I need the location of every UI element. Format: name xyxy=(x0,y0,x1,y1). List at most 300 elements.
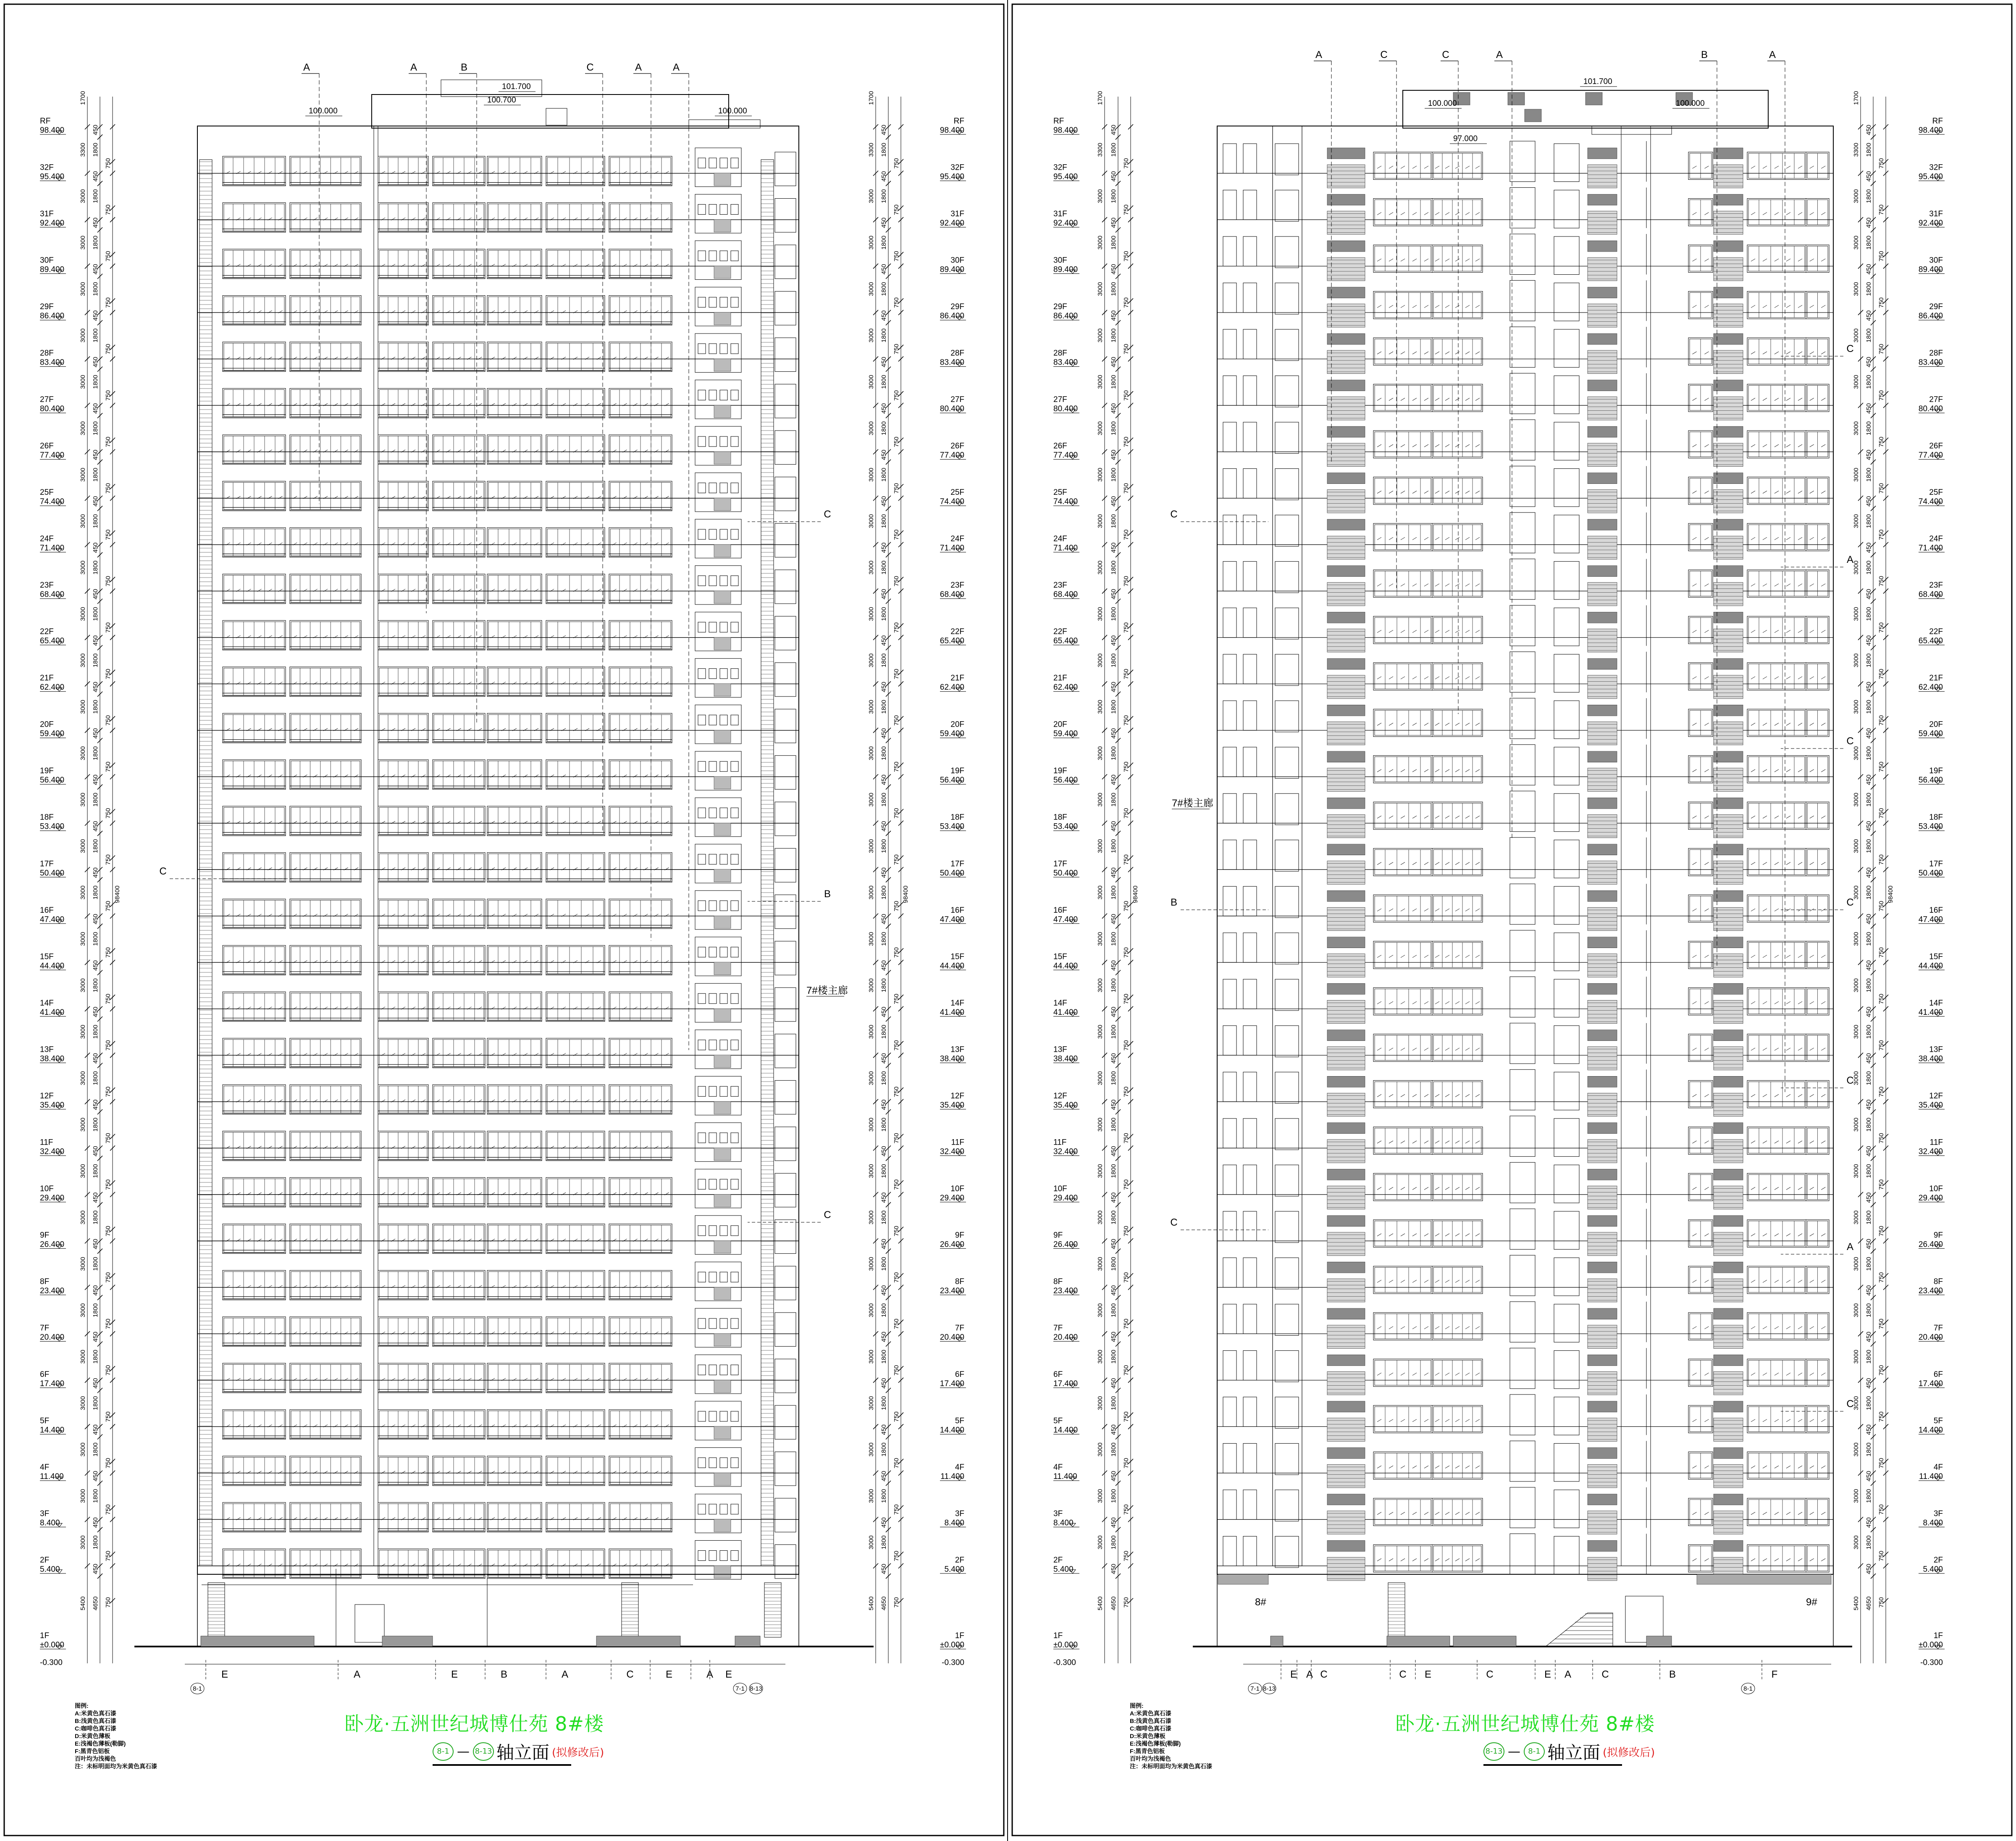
level-name: 32F xyxy=(950,163,964,172)
dimension-value: 3000 xyxy=(868,1071,875,1085)
window-frame xyxy=(290,667,361,697)
window-sash xyxy=(547,297,604,324)
window-frame xyxy=(378,1038,428,1068)
dimension-value: 750 xyxy=(105,901,112,911)
window-sash xyxy=(379,343,427,370)
roof-vent xyxy=(546,108,567,125)
dimension-value: 1800 xyxy=(880,1489,887,1503)
window-sash xyxy=(291,1504,360,1531)
window-frame xyxy=(433,1502,485,1532)
window-sash xyxy=(488,1040,541,1067)
window-sash xyxy=(379,1086,427,1113)
stair-vent xyxy=(714,544,731,557)
window-sash xyxy=(291,1040,360,1067)
stair-window xyxy=(720,1272,727,1282)
window-frame xyxy=(378,1270,428,1300)
dimension-value: 450 xyxy=(880,1517,887,1528)
window-sash xyxy=(291,993,360,1020)
window-frame xyxy=(546,249,605,279)
material-tag: A xyxy=(353,1669,361,1680)
window-sash xyxy=(434,529,484,556)
window-sash xyxy=(488,668,541,696)
window-frame xyxy=(433,667,485,697)
stair-window xyxy=(720,901,727,911)
window-frame xyxy=(546,806,605,836)
dimension-value: 1800 xyxy=(92,1396,99,1410)
dimension-value: 450 xyxy=(880,1006,887,1017)
window-frame xyxy=(290,249,361,279)
dimension-value: 1800 xyxy=(92,746,99,760)
level-elevation: 71.400 xyxy=(940,544,964,553)
window-frame xyxy=(378,296,428,326)
window-frame xyxy=(487,992,542,1022)
stair-window xyxy=(709,762,717,772)
dimension-value: 750 xyxy=(893,947,900,958)
dimension-value: 750 xyxy=(105,1179,112,1190)
dimension-value: 1800 xyxy=(880,1303,887,1318)
level-elevation: 8.400 xyxy=(944,1518,964,1528)
dimension-value: 1800 xyxy=(880,1257,887,1271)
level-elevation: 29.400 xyxy=(40,1193,65,1203)
level-elevation: 95.400 xyxy=(1053,172,1078,181)
window-frame xyxy=(487,435,542,465)
level-name: 8F xyxy=(40,1277,50,1286)
material-tag: E xyxy=(221,1669,228,1680)
window-sash xyxy=(488,761,541,788)
dimension-value: 3000 xyxy=(868,839,875,853)
window-sash xyxy=(379,575,427,603)
level-elevation: 41.400 xyxy=(940,1008,964,1017)
stair-vent xyxy=(714,916,731,928)
stair-vent xyxy=(714,1148,731,1161)
window-frame xyxy=(433,806,485,836)
level-elevation: 65.400 xyxy=(940,636,964,646)
dimension-value: 3000 xyxy=(79,1303,87,1318)
window-sash xyxy=(488,297,541,324)
wing-panel xyxy=(775,292,796,326)
stair-vent xyxy=(714,313,731,325)
window-frame xyxy=(546,1038,605,1068)
window-sash xyxy=(434,761,484,788)
stair-vent xyxy=(714,591,731,604)
window-sash xyxy=(547,529,604,556)
dimension-value: 450 xyxy=(880,357,887,368)
stair-window xyxy=(709,529,717,539)
level-elevation: 20.400 xyxy=(940,1333,964,1342)
window-frame xyxy=(378,667,428,697)
window-frame xyxy=(546,620,605,650)
window-sash xyxy=(291,297,360,324)
stair-window xyxy=(709,854,717,864)
stair-window xyxy=(720,1365,727,1375)
stair-window xyxy=(731,1179,738,1189)
dimension-value: 3000 xyxy=(868,653,875,667)
level-elevation: 80.400 xyxy=(940,404,964,414)
section-marker: C xyxy=(586,62,594,73)
window-frame xyxy=(290,1270,361,1300)
dimension-value: 3000 xyxy=(868,514,875,528)
level-name: 19F xyxy=(40,767,54,776)
window-frame xyxy=(378,1085,428,1114)
stair-window xyxy=(709,483,717,493)
dimension-value: 750 xyxy=(105,669,112,680)
stair-window xyxy=(698,669,706,679)
dimension-value: 750 xyxy=(105,1458,112,1468)
dimension-value: 750 xyxy=(105,251,112,262)
dimension-value: 750 xyxy=(105,947,112,958)
window-frame xyxy=(378,574,428,604)
stair-window xyxy=(731,993,738,1003)
window-sash xyxy=(488,1086,541,1113)
dimension-value: 750 xyxy=(893,808,900,819)
dimension-value: 3000 xyxy=(79,700,87,714)
dimension-value: 3000 xyxy=(79,1396,87,1410)
window-sash xyxy=(379,204,427,231)
dimension-value: 450 xyxy=(880,1099,887,1110)
stair-window xyxy=(731,390,738,400)
stair-window xyxy=(698,251,706,261)
window-frame xyxy=(290,389,361,418)
axis-label: 8-13 xyxy=(749,1685,763,1692)
dimension-value: 3000 xyxy=(868,746,875,760)
dimension-value: 3000 xyxy=(868,1024,875,1039)
window-sash xyxy=(379,1271,427,1299)
window-sash xyxy=(434,1040,484,1067)
window-sash xyxy=(547,854,604,881)
window-sash xyxy=(291,529,360,556)
window-sash xyxy=(547,343,604,370)
dimension-value: 450 xyxy=(92,449,99,460)
window-sash xyxy=(434,158,484,185)
dimension-value: 450 xyxy=(880,682,887,693)
material-tag: A xyxy=(561,1669,569,1680)
dimension-value: 750 xyxy=(893,1179,900,1190)
roof-elevation: 100.700 xyxy=(487,96,516,105)
dimension-value: 3000 xyxy=(868,885,875,900)
level-elevation: 98.400 xyxy=(40,126,65,135)
window-sash xyxy=(547,1132,604,1160)
stair-window xyxy=(731,1411,738,1421)
level-elevation: 83.400 xyxy=(940,358,964,367)
dimension-value: 3000 xyxy=(79,421,87,436)
window-frame xyxy=(546,389,605,418)
window-frame xyxy=(290,713,361,743)
stair-vent xyxy=(714,452,731,464)
dimension-value: 750 xyxy=(105,1411,112,1422)
level-name: 6F xyxy=(40,1370,50,1379)
window-frame xyxy=(378,853,428,882)
window-sash xyxy=(379,761,427,788)
stair-window xyxy=(709,390,717,400)
stair-window xyxy=(698,808,706,818)
stair-window xyxy=(709,1411,717,1421)
window-frame xyxy=(290,1410,361,1439)
window-frame xyxy=(433,760,485,790)
dimension-value: 3000 xyxy=(79,467,87,482)
window-sash xyxy=(547,1457,604,1484)
level-name: 15F xyxy=(950,952,964,961)
stair-vent xyxy=(714,266,731,278)
window-frame xyxy=(433,899,485,929)
dimension-value: 750 xyxy=(105,1550,112,1561)
stair-window xyxy=(709,1040,717,1050)
level-name: 28F xyxy=(950,349,964,358)
stair-window xyxy=(698,529,706,539)
level-elevation: 89.400 xyxy=(940,265,964,274)
window-sash xyxy=(488,1364,541,1392)
level-elevation: 56.400 xyxy=(40,776,65,785)
window-frame xyxy=(546,435,605,465)
level-name: 31F xyxy=(950,210,964,219)
stair-window xyxy=(720,808,727,818)
adjacent-building-note: 7#楼主廊 xyxy=(806,985,848,996)
level-name: 1F xyxy=(955,1631,964,1640)
dimension-value: 3000 xyxy=(868,282,875,296)
window-frame xyxy=(546,1502,605,1532)
dimension-value: 450 xyxy=(880,821,887,832)
dimension-value: 3000 xyxy=(868,1489,875,1503)
stair-window xyxy=(731,529,738,539)
axis-to-marker: 8-13 xyxy=(473,1742,494,1761)
dimension-value: 3000 xyxy=(79,1535,87,1549)
window-sash xyxy=(291,204,360,231)
dimension-value: 450 xyxy=(92,1006,99,1017)
level-elevation: 86.400 xyxy=(40,312,65,321)
window-sash xyxy=(379,1504,427,1531)
stair-window xyxy=(698,993,706,1003)
dimension-value: 3000 xyxy=(868,375,875,389)
dimension-value: 3000 xyxy=(868,328,875,343)
stair-window xyxy=(731,947,738,957)
dimension-value: 450 xyxy=(92,1146,99,1157)
window-sash xyxy=(291,250,360,278)
dimension-value: 3000 xyxy=(79,560,87,575)
level-name: 31F xyxy=(40,210,54,219)
dimension-value: 750 xyxy=(893,1040,900,1051)
parapet-dimension: 1700 xyxy=(79,91,87,105)
dimension-value: 5400 xyxy=(79,1596,87,1610)
dimension-value: 1800 xyxy=(92,375,99,389)
section-marker: A xyxy=(635,62,642,73)
window-sash xyxy=(379,807,427,835)
window-frame xyxy=(546,1363,605,1393)
window-frame xyxy=(378,1363,428,1393)
legend-louver-note: 百叶均为浅褐色 xyxy=(75,1755,116,1762)
stair-vent xyxy=(714,1380,731,1392)
dimension-value: 3000 xyxy=(868,1303,875,1318)
window-sash xyxy=(379,947,427,974)
dimension-value: 450 xyxy=(880,728,887,739)
dimension-value: 450 xyxy=(92,1285,99,1296)
dimension-value: 3000 xyxy=(868,1257,875,1271)
window-frame xyxy=(487,1085,542,1114)
drawing-title-left xyxy=(344,1709,604,1736)
wing-panel xyxy=(775,1544,796,1578)
stair-window xyxy=(720,576,727,586)
dimension-value: 750 xyxy=(893,483,900,494)
window-frame xyxy=(546,203,605,233)
dimension-value: 3000 xyxy=(868,1164,875,1178)
level-name: 30F xyxy=(40,256,54,265)
dimension-value: 3000 xyxy=(79,839,87,853)
level-name: 28F xyxy=(40,349,54,358)
window-frame xyxy=(378,620,428,650)
window-frame xyxy=(546,1177,605,1207)
dimension-value: 750 xyxy=(105,762,112,772)
stair-window xyxy=(698,1318,706,1329)
window-frame xyxy=(290,806,361,836)
level-name: 9F xyxy=(955,1231,964,1240)
dimension-value: 750 xyxy=(893,158,900,169)
dimension-value: 3000 xyxy=(868,1442,875,1457)
level-elevation: 23.400 xyxy=(40,1286,65,1295)
stair-window xyxy=(698,854,706,864)
stair-window xyxy=(731,901,738,911)
dimension-value: 1800 xyxy=(92,1071,99,1085)
window-sash xyxy=(291,761,360,788)
window-frame xyxy=(487,1224,542,1254)
stair-window xyxy=(698,622,706,632)
wing-panel xyxy=(775,663,796,697)
axis-from-marker: 8-1 xyxy=(433,1742,454,1761)
window-frame xyxy=(487,574,542,604)
level-elevation: 32.400 xyxy=(40,1147,65,1156)
stair-window xyxy=(709,344,717,354)
dimension-value: 3000 xyxy=(79,1024,87,1039)
window-sash xyxy=(434,1364,484,1392)
level-name: 29F xyxy=(950,302,964,312)
stair-window xyxy=(698,1040,706,1050)
level-elevation: 44.400 xyxy=(40,961,65,971)
legend-item-b: B:浅黄色真石漆 xyxy=(75,1718,116,1724)
material-callout: C xyxy=(159,866,167,877)
dimension-value: 1800 xyxy=(92,653,99,667)
window-frame xyxy=(433,481,485,511)
wing-panel xyxy=(775,1220,796,1254)
dimension-value: 750 xyxy=(105,204,112,215)
level-name: 4F xyxy=(40,1463,50,1472)
stair-vent xyxy=(714,498,731,511)
window-sash xyxy=(291,854,360,881)
window-sash xyxy=(379,436,427,463)
stair-window xyxy=(731,576,738,586)
wing-panel xyxy=(775,1173,796,1207)
elevation-name: 轴立面 xyxy=(496,1742,550,1763)
window-sash xyxy=(379,854,427,881)
window-frame xyxy=(546,899,605,929)
window-frame xyxy=(290,203,361,233)
dimension-value: 1800 xyxy=(880,978,887,993)
dimension-value: 1800 xyxy=(92,1350,99,1364)
dimension-value: 450 xyxy=(880,960,887,971)
dimension-value: 3000 xyxy=(79,1164,87,1178)
dimension-value: 750 xyxy=(105,158,112,169)
level-elevation: 83.400 xyxy=(40,358,65,367)
dimension-value: 750 xyxy=(893,529,900,540)
window-frame xyxy=(487,389,542,418)
window-sash xyxy=(488,1132,541,1160)
dimension-value: 1800 xyxy=(92,467,99,482)
window-sash xyxy=(547,1086,604,1113)
dimension-value: 1800 xyxy=(880,653,887,667)
dimension-value: 1800 xyxy=(92,1489,99,1503)
level-elevation: 74.400 xyxy=(40,497,65,507)
window-frame xyxy=(487,528,542,557)
legend-footnote: 注：未标明面均为米黄色真石漆 xyxy=(75,1763,157,1770)
dimension-value: 3000 xyxy=(868,793,875,807)
stair-window xyxy=(731,1550,738,1560)
section-marker: B xyxy=(460,62,468,73)
window-frame xyxy=(433,296,485,326)
window-frame xyxy=(290,1317,361,1347)
window-sash xyxy=(547,807,604,835)
dimension-value: 450 xyxy=(92,589,99,600)
window-frame xyxy=(378,1224,428,1254)
wing-panel xyxy=(775,1313,796,1347)
wing-panel xyxy=(775,1266,796,1300)
window-frame xyxy=(487,1131,542,1161)
window-frame xyxy=(433,203,485,233)
window-sash xyxy=(434,297,484,324)
window-frame xyxy=(290,1131,361,1161)
dimension-value: 1800 xyxy=(92,885,99,900)
stair-window xyxy=(720,1179,727,1189)
dimension-value: 450 xyxy=(92,264,99,275)
stair-window xyxy=(720,1504,727,1514)
wing-panel xyxy=(775,941,796,975)
wing-panel xyxy=(775,1127,796,1161)
window-sash xyxy=(291,390,360,417)
dimension-value: 750 xyxy=(893,1133,900,1144)
level-name: 3F xyxy=(955,1509,964,1518)
material-tag: E xyxy=(451,1669,458,1680)
window-sash xyxy=(291,1179,360,1206)
dimension-value: 1800 xyxy=(880,1396,887,1410)
window-sash xyxy=(379,668,427,696)
window-frame xyxy=(546,574,605,604)
level-name: 16F xyxy=(950,906,964,915)
dimension-value: 750 xyxy=(893,854,900,865)
material-tag: A xyxy=(706,1669,714,1680)
level-name: 20F xyxy=(950,720,964,729)
window-frame xyxy=(433,1363,485,1393)
stair-window xyxy=(731,1226,738,1236)
window-sash xyxy=(291,575,360,603)
window-frame xyxy=(290,574,361,604)
dimension-value: 3000 xyxy=(79,189,87,203)
window-sash xyxy=(291,436,360,463)
dimension-value: 450 xyxy=(92,682,99,693)
window-sash xyxy=(547,1550,604,1577)
dimension-value: 750 xyxy=(893,1365,900,1376)
stair-window xyxy=(720,1040,727,1050)
window-frame xyxy=(546,528,605,557)
window-sash xyxy=(488,250,541,278)
stair-window xyxy=(698,158,706,168)
stair-vent xyxy=(714,637,731,650)
stair-window xyxy=(698,1550,706,1560)
ground-louver xyxy=(622,1583,638,1637)
stair-window xyxy=(731,483,738,493)
stair-window xyxy=(720,1550,727,1560)
dimension-value: 1800 xyxy=(880,142,887,157)
window-frame xyxy=(546,481,605,511)
window-sash xyxy=(434,204,484,231)
window-frame xyxy=(546,992,605,1022)
window-frame xyxy=(487,945,542,975)
window-frame xyxy=(546,1456,605,1486)
dimension-value: 750 xyxy=(893,1226,900,1237)
